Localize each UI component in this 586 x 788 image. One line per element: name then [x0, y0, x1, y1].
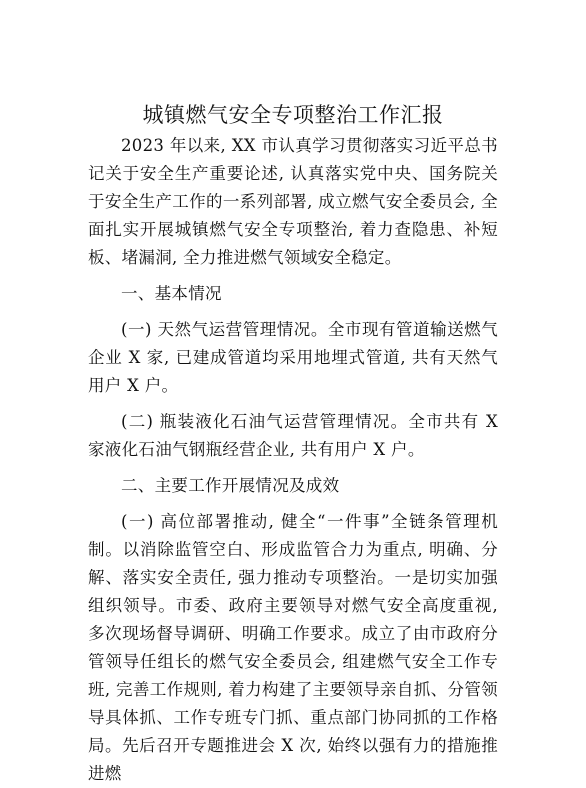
intro-paragraph: 2023 年以来, XX 市认真学习贯彻落实习近平总书记关于安全生产重要论述, 认真落实党中央、国务院关于安全生产工作的一系列部署, 成立燃气安全委员会, 全面扎实开展城镇燃气安全专项整治, 着力查隐患、补短板、堵漏洞, 全力推进燃气领域安全稳定。	[88, 136, 498, 267]
document-title: 城镇燃气安全专项整治工作汇报	[142, 103, 444, 127]
section-heading-main-work: 二、主要工作开展情况及成效	[121, 476, 340, 495]
paragraph-natural-gas: (一) 天然气运营管理情况。全市现有管道输送燃气企业 X 家, 已建成管道均采用地埋式管道, 共有天然气用户 X 户。	[88, 320, 498, 395]
section-heading-basic-situation: 一、基本情况	[121, 284, 222, 303]
paragraph-high-level-deployment: (一) 高位部署推动, 健全“一件事”全链条管理机制。以消除监管空白、形成监管合力为重点, 明确、分解、落实安全责任, 强力推动专项整治。一是切实加强组织领导。市委、政府主要领导对燃气安全高度重视, 多次现场督导调研、明确工作要求。成立了由市政府分管领导任组长的燃气安全委员会, 组建燃气安全工作专班, 完善工作规则, 着力构建了主要领导亲自抓、分管领导具体抓、工作专班专门抓、重点部门协同抓的工作格局。先后召开专题推进会 X 次, 始终以强有力的措施推进燃	[88, 512, 498, 783]
paragraph-lpg: (二) 瓶装液化石油气运营管理情况。全市共有 X 家液化石油气钢瓶经营企业, 共有用户 X 户。	[88, 412, 498, 459]
